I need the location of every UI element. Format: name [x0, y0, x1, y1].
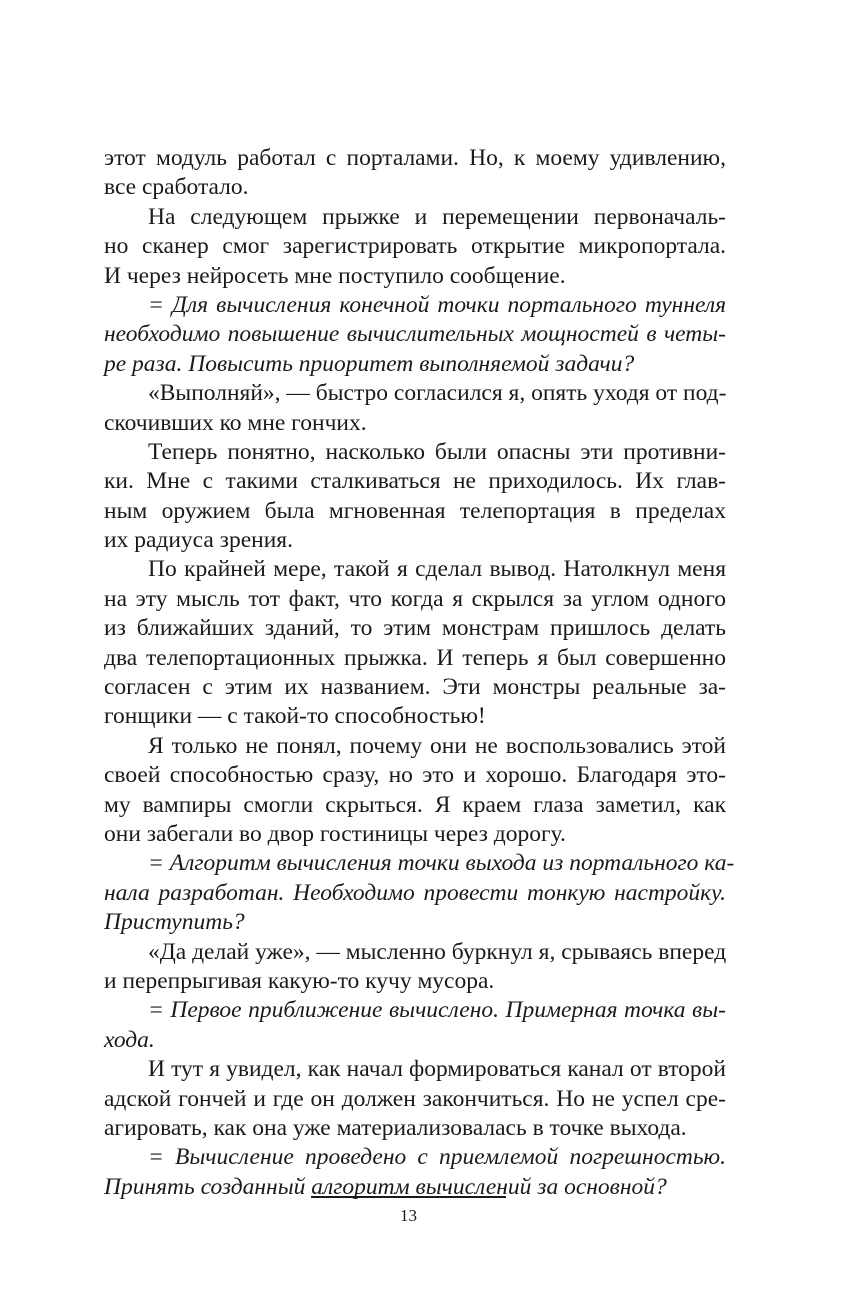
text-line: «Выполняй», — быстро согласился я, опять уходя от под-: [148, 380, 727, 407]
text-line: Я только не понял, почему они не воспользовались этой: [148, 732, 726, 759]
text-line: = Для вычисления конечной точки портального туннеля: [148, 291, 726, 318]
text-line: но сканер смог зарегистрировать открытие микропортала.: [104, 233, 726, 260]
text-line: И через нейросеть мне поступило сообщение.: [104, 262, 566, 289]
text-line: Теперь понятно, насколько были опасны эти противни-: [148, 438, 726, 465]
text-line: они забегали во двор гостиницы через дорогу.: [104, 820, 566, 847]
text-line: нала разработан. Необходимо провести тонкую настройку.: [104, 879, 726, 906]
text-line: му вампиры смогли скрыться. Я краем глаза заметил, как: [104, 791, 726, 818]
text-line: скочивших ко мне гончих.: [104, 409, 367, 436]
body-text: [104, 144, 735, 1202]
text-line: и перепрыгивая какую-то кучу мусора.: [104, 967, 495, 994]
text-line: своей способностью сразу, но это и хорошо. Благодаря это-: [104, 762, 726, 789]
text-line: этот модуль работал с порталами. Но, к моему удивлению,: [104, 145, 726, 171]
footer-divider: [311, 1196, 506, 1198]
text-line: = Вычисление проведено с приемлемой погрешностью.: [148, 1144, 726, 1171]
text-line: агировать, как она уже материализовалась в точке выхода.: [104, 1114, 687, 1141]
text-line: хода.: [104, 1026, 155, 1053]
text-line: = Первое приближение вычислено. Примерная точка вы-: [148, 997, 726, 1024]
text-line: их радиуса зрения.: [104, 527, 293, 554]
text-line: согласен с этим их названием. Эти монстры реальные за-: [104, 674, 726, 701]
text-line: из ближайших зданий, то этим монстрам пришлось делать: [104, 615, 726, 642]
text-line: необходимо повышение вычислительных мощностей в четы-: [104, 321, 726, 348]
text-line: ре раза. Повысить приоритет выполняемой задачи?: [104, 350, 635, 377]
text-line: По крайней мере, такой я сделал вывод. Натолкнул меня: [148, 556, 726, 583]
text-line: Приступить?: [104, 909, 245, 936]
text-line: гонщики — с такой-то способностью!: [104, 703, 486, 730]
text-line: ным оружием была мгновенная телепортация в пределах: [104, 497, 726, 524]
text-line: ки. Мне с такими сталкиваться не приходилось. Их глав-: [104, 468, 726, 495]
text-line: «Да делай уже», — мысленно буркнул я, срываясь вперед: [148, 938, 727, 965]
page-number: 13: [400, 1206, 417, 1225]
text-line: = Алгоритм вычисления точки выхода из портального ка-: [148, 850, 735, 877]
text-line: Принять созданный алгоритм вычислений за основной?: [104, 1173, 667, 1200]
text-line: На следующем прыжке и перемещении первоначаль-: [148, 203, 726, 230]
text-line: два телепортационных прыжка. И теперь я был совершенно: [104, 644, 726, 671]
text-line: все сработало.: [104, 174, 249, 201]
text-line: адской гончей и где он должен закончиться. Но не успел сре-: [104, 1085, 726, 1112]
text-line: на эту мысль тот факт, что когда я скрылся за углом одного: [104, 585, 726, 612]
text-line: И тут я увидел, как начал формироваться канал от второй: [148, 1056, 726, 1083]
